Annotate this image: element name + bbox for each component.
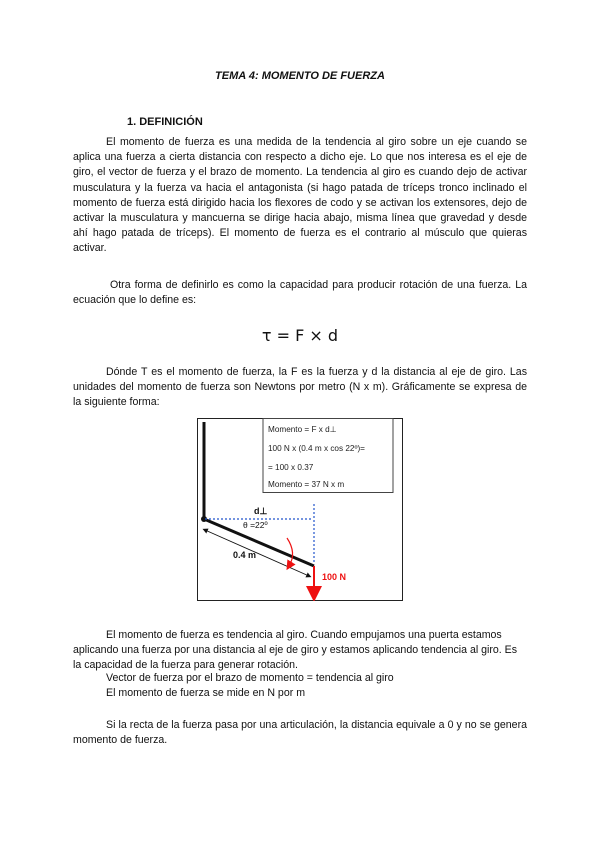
length-arrow <box>205 530 309 576</box>
torque-diagram <box>197 418 403 601</box>
paragraph-door-example: El momento de fuerza es tendencia al giro. Cuando empujamos una puerta estamos aplicando una fuerza por una distancia al eje de giro y estamos aplicando tendencia al giro. Es la capacidad de la fuerza para generar rotación. <box>73 629 518 672</box>
length-label: 0.4 m <box>233 550 257 560</box>
torque-equation: τ = F × d <box>261 326 339 345</box>
angle-label: θ =22º <box>243 520 268 530</box>
formula-line-4: Momento = 37 N x m <box>268 480 345 489</box>
formula-line-1: Momento = F x d⊥ <box>268 425 337 434</box>
formula-line-3: = 100 x 0.37 <box>268 463 314 472</box>
distance-label: d⊥ <box>254 506 268 516</box>
paragraph-units: Dónde T es el momento de fuerza, la F es la fuerza y d la distancia al eje de giro. Las unidades del momento de fuerza son Newtons por metro (N x m). Gráficamente se expresa de la siguiente forma: <box>73 366 527 409</box>
paragraph-rotation: Otra forma de definirlo es como la capacidad para producir rotación de una fuerza. La ecuación que lo define es: <box>73 279 527 307</box>
rotation-arrow <box>287 538 293 566</box>
note-line-1: Vector de fuerza por el brazo de momento = tendencia al giro <box>106 672 394 684</box>
force-label: 100 N <box>322 572 347 582</box>
section-heading: 1. DEFINICIÓN <box>127 116 203 128</box>
note-line-2: El momento de fuerza se mide en N por m <box>106 687 306 699</box>
paragraph-definition: El momento de fuerza es una medida de la tendencia al giro sobre un eje cuando se aplica una fuerza a cierta distancia con respecto a dicho eje. Lo que nos interesa es el eje de giro, el vector de fuerza y el brazo de momento. La tendencia al giro es cuando dejo de activar musculatura y la fuerza va hacia el antagonista (si hago patada de tríceps tronco inclinado el momento de fuerza está dirigido hacia los flexores de codo y se activan los extensores, dejo de activar la musculatura y mancuerna se dirige hacia abajo, misma línea que gravedad y desde ahí hago patada de tríceps). El momento de fuerza es el contrario al músculo que quieras activar. <box>73 136 527 255</box>
page-title: TEMA 4: MOMENTO DE FUERZA <box>215 70 385 82</box>
paragraph-articulation: Si la recta de la fuerza pasa por una articulación, la distancia equivale a 0 y no se genera momento de fuerza. <box>73 719 527 747</box>
formula-line-2: 100 N x (0.4 m x cos 22º)= <box>268 444 365 453</box>
